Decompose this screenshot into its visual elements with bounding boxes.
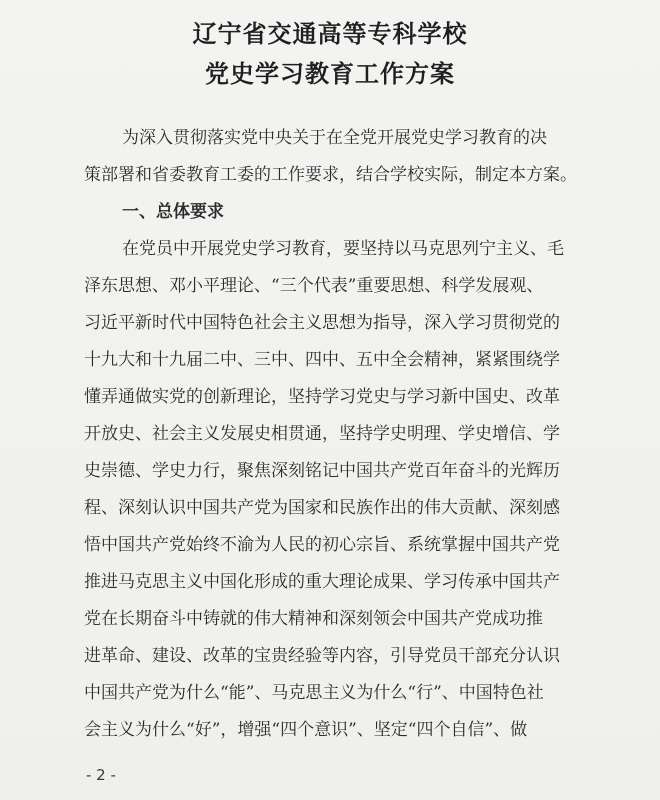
- body-line: 推进马克思主义中国化形成的重大理论成果、学习传承中国共产: [84, 572, 560, 592]
- body-line: 悟中国共产党始终不渝为人民的初心宗旨、系统掌握中国共产党: [84, 535, 560, 555]
- body-line: 在党员中开展党史学习教育，要坚持以马克思列宁主义、毛: [122, 239, 564, 259]
- intro-line: 策部署和省委教育工委的工作要求，结合学校实际，制定本方案。: [84, 165, 577, 185]
- body-line: 习近平新时代中国特色社会主义思想为指导，深入学习贯彻党的: [84, 313, 560, 333]
- document-title-line-1: 辽宁省交通高等专科学校: [192, 20, 468, 48]
- section-heading-text: 一、总体要求: [122, 202, 224, 222]
- body-line: 懂弄通做实党的创新理论，坚持学习党史与学习新中国史、改革: [84, 387, 560, 407]
- intro-line: 为深入贯彻落实党中央关于在全党开展党史学习教育的决: [122, 128, 547, 148]
- body-line: 开放史、社会主义发展史相贯通，坚持学史明理、学史增信、学: [84, 424, 560, 444]
- section-body-paragraph: [84, 231, 604, 749]
- body-line: 史崇德、学史力行，聚焦深刻铭记中国共产党百年奋斗的光辉历: [84, 461, 560, 481]
- body-line: 会主义为什么“好”，增强“四个意识”、坚定“四个自信”、做: [84, 720, 528, 740]
- document-title-line-2: 党史学习教育工作方案: [205, 60, 455, 88]
- body-line: 十九大和十九届二中、三中、四中、五中全会精神，紧紧围绕学: [84, 350, 560, 370]
- intro-paragraph: [84, 120, 604, 194]
- body-line: 中国共产党为什么“能”、马克思主义为什么“行”、中国特色社: [84, 683, 544, 703]
- body-line: 泽东思想、邓小平理论、“三个代表”重要思想、科学发展观、: [84, 276, 544, 296]
- page-number: - 2 -: [86, 766, 116, 784]
- body-line: 程、深刻认识中国共产党为国家和民族作出的伟大贡献、深刻感: [84, 498, 560, 518]
- body-line: 党在长期奋斗中铸就的伟大精神和深刻领会中国共产党成功推: [84, 609, 543, 629]
- section-heading: [84, 194, 604, 231]
- body-line: 进革命、建设、改革的宝贵经验等内容，引导党员干部充分认识: [84, 646, 560, 666]
